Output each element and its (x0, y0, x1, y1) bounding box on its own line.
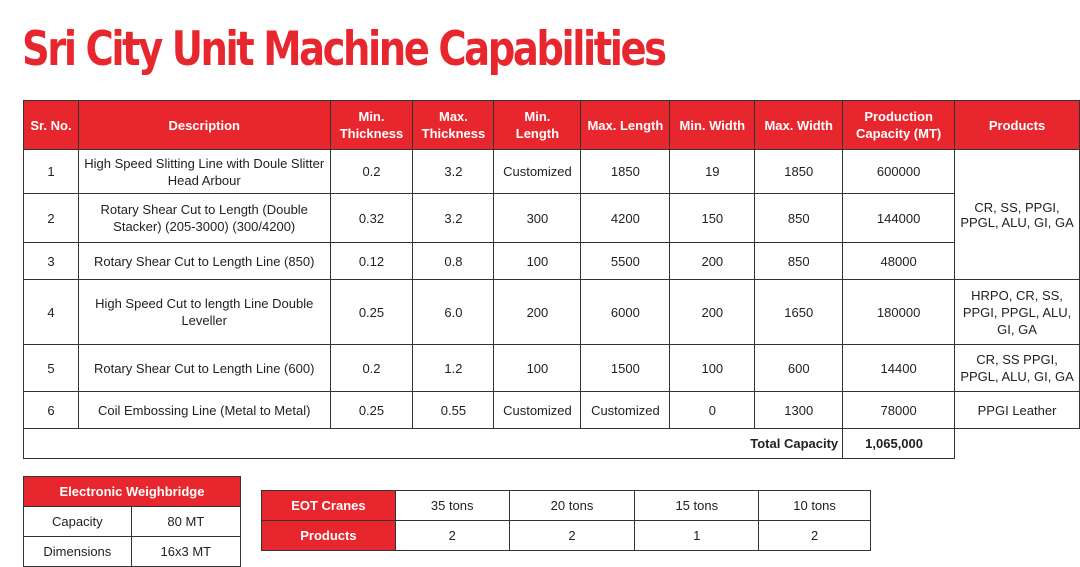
weighbridge-table (23, 476, 241, 567)
table-row (24, 150, 1080, 194)
table-row (24, 280, 1080, 345)
total-row (24, 429, 1080, 459)
production-capacity-cell: 78000 (843, 392, 955, 429)
max-thickness-cell: 3.2 (413, 150, 494, 194)
min-thickness-cell: 0.2 (330, 150, 413, 194)
header-max-length: Max. Length (581, 101, 670, 150)
max-thickness-cell: 6.0 (413, 280, 494, 345)
min-length-cell: Customized (494, 150, 581, 194)
max-thickness-cell: 0.8 (413, 243, 494, 280)
table-row (24, 194, 1080, 243)
eot-products-cell: 2 (759, 521, 871, 551)
max-length-cell: 4200 (581, 194, 670, 243)
max-length-cell: 6000 (581, 280, 670, 345)
table-row (262, 491, 871, 521)
eot-products-cell: 2 (509, 521, 635, 551)
max-thickness-cell: 1.2 (413, 345, 494, 392)
header-products: Products (955, 101, 1080, 150)
max-width-cell: 1300 (755, 392, 843, 429)
production-capacity-cell: 180000 (843, 280, 955, 345)
min-width-cell: 100 (670, 345, 755, 392)
eot-cranes-label: EOT Cranes (262, 491, 396, 521)
min-length-cell: 300 (494, 194, 581, 243)
table-row (24, 243, 1080, 280)
min-thickness-cell: 0.2 (330, 345, 413, 392)
max-length-cell: 1850 (581, 150, 670, 194)
eot-tons-cell: 20 tons (509, 491, 635, 521)
description-cell: High Speed Cut to length Line Double Leveller (78, 280, 330, 345)
max-width-cell: 850 (755, 194, 843, 243)
table-row (24, 507, 241, 537)
production-capacity-cell: 144000 (843, 194, 955, 243)
min-width-cell: 0 (670, 392, 755, 429)
header-production-capacity: Production Capacity (MT) (843, 101, 955, 150)
header-min-width: Min. Width (670, 101, 755, 150)
max-width-cell: 600 (755, 345, 843, 392)
min-width-cell: 200 (670, 243, 755, 280)
description-cell: Coil Embossing Line (Metal to Metal) (78, 392, 330, 429)
min-length-cell: Customized (494, 392, 581, 429)
header-max-thickness: Max. Thickness (413, 101, 494, 150)
table-header-row (24, 101, 1080, 150)
header-sr-no: Sr. No. (24, 101, 79, 150)
eot-products-cell: 1 (635, 521, 759, 551)
max-width-cell: 850 (755, 243, 843, 280)
products-cell: CR, SS PPGI, PPGL, ALU, GI, GA (955, 345, 1080, 392)
production-capacity-cell: 600000 (843, 150, 955, 194)
max-width-cell: 1650 (755, 280, 843, 345)
production-capacity-cell: 48000 (843, 243, 955, 280)
total-capacity-label: Total Capacity (24, 429, 843, 459)
header-max-width: Max. Width (755, 101, 843, 150)
max-length-cell: 1500 (581, 345, 670, 392)
weighbridge-label: Capacity (24, 507, 132, 537)
sr-no-cell: 4 (24, 280, 79, 345)
table-row (24, 345, 1080, 392)
description-cell: Rotary Shear Cut to Length Line (600) (78, 345, 330, 392)
max-thickness-cell: 0.55 (413, 392, 494, 429)
eot-tons-cell: 35 tons (395, 491, 509, 521)
sr-no-cell: 5 (24, 345, 79, 392)
min-width-cell: 19 (670, 150, 755, 194)
total-capacity-value: 1,065,000 (843, 429, 955, 459)
products-cell: PPGI Leather (955, 392, 1080, 429)
machine-capabilities-table (23, 100, 1080, 459)
weighbridge-value: 80 MT (131, 507, 240, 537)
eot-products-label: Products (262, 521, 396, 551)
page-title: Sri City Unit Machine Capabilities (22, 22, 665, 77)
weighbridge-value: 16x3 MT (131, 537, 240, 567)
header-description: Description (78, 101, 330, 150)
sr-no-cell: 2 (24, 194, 79, 243)
table-row (24, 392, 1080, 429)
header-min-length: Min. Length (494, 101, 581, 150)
weighbridge-header-row (24, 477, 241, 507)
weighbridge-title: Electronic Weighbridge (24, 477, 241, 507)
empty-cell (955, 429, 1080, 459)
table-row (24, 537, 241, 567)
sr-no-cell: 3 (24, 243, 79, 280)
weighbridge-label: Dimensions (24, 537, 132, 567)
header-min-thickness: Min. Thickness (330, 101, 413, 150)
min-thickness-cell: 0.25 (330, 392, 413, 429)
min-thickness-cell: 0.12 (330, 243, 413, 280)
max-length-cell: 5500 (581, 243, 670, 280)
max-thickness-cell: 3.2 (413, 194, 494, 243)
min-width-cell: 200 (670, 280, 755, 345)
eot-cranes-table (261, 490, 871, 551)
max-width-cell: 1850 (755, 150, 843, 194)
products-cell: CR, SS, PPGI, PPGL, ALU, GI, GA (955, 150, 1080, 280)
sr-no-cell: 6 (24, 392, 79, 429)
min-length-cell: 200 (494, 280, 581, 345)
production-capacity-cell: 14400 (843, 345, 955, 392)
min-width-cell: 150 (670, 194, 755, 243)
description-cell: Rotary Shear Cut to Length Line (850) (78, 243, 330, 280)
sr-no-cell: 1 (24, 150, 79, 194)
table-row (262, 521, 871, 551)
eot-tons-cell: 15 tons (635, 491, 759, 521)
min-thickness-cell: 0.32 (330, 194, 413, 243)
min-length-cell: 100 (494, 243, 581, 280)
products-cell: HRPO, CR, SS, PPGI, PPGL, ALU, GI, GA (955, 280, 1080, 345)
max-length-cell: Customized (581, 392, 670, 429)
description-cell: High Speed Slitting Line with Doule Slitter Head Arbour (78, 150, 330, 194)
eot-products-cell: 2 (395, 521, 509, 551)
min-length-cell: 100 (494, 345, 581, 392)
eot-tons-cell: 10 tons (759, 491, 871, 521)
description-cell: Rotary Shear Cut to Length (Double Stacker) (205-3000) (300/4200) (78, 194, 330, 243)
min-thickness-cell: 0.25 (330, 280, 413, 345)
